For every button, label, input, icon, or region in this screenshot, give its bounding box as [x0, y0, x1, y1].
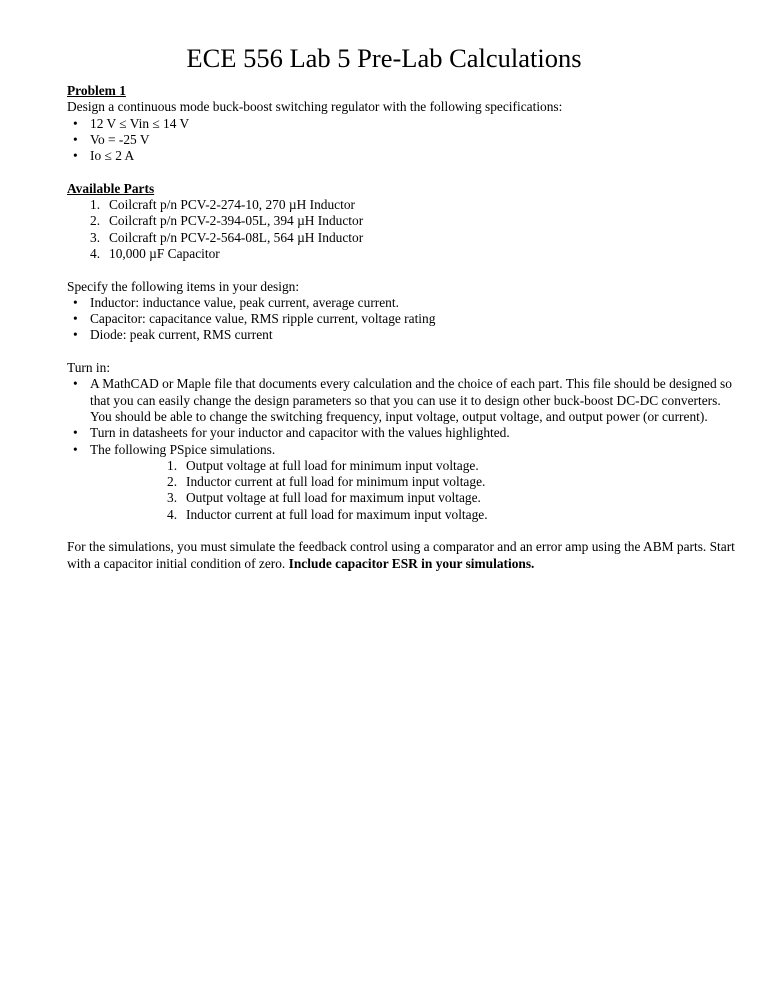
page-title: ECE 556 Lab 5 Pre-Lab Calculations [186, 43, 582, 73]
list-item: 3. Output voltage at full load for maximum input voltage. [167, 490, 481, 506]
list-item: 3. Coilcraft p/n PCV-2-564-08L, 564 µH Inductor [90, 229, 364, 245]
simulation-list [67, 458, 739, 523]
problem-heading: Problem 1 [67, 83, 126, 98]
parts-heading: Available Parts [67, 180, 155, 196]
spec-list [67, 116, 739, 165]
list-item: 2. Coilcraft p/n PCV-2-394-05L, 394 µH Inductor [90, 213, 364, 229]
list-item: • The following PSpice simulations. [67, 442, 739, 458]
list-item: • Inductor: inductance value, peak current, average current. [67, 295, 739, 311]
problem-intro: Design a continuous mode buck-boost switching regulator with the following specifications: [67, 99, 563, 115]
list-item: • Turn in datasheets for your inductor and capacitor with the values highlighted. [67, 425, 739, 441]
list-item: 2. Inductor current at full load for minimum input voltage. [167, 474, 486, 490]
turnin-intro: Turn in: [67, 360, 111, 376]
closing-paragraph: For the simulations, you must simulate the feedback control using a comparator and an error amp using the ABM parts. Start with a capacitor initial condition of zero. Include capacitor ESR in your simulations. [67, 539, 735, 571]
list-item: 4. Inductor current at full load for maximum input voltage. [167, 506, 488, 522]
list-item: • Capacitor: capacitance value, RMS ripple current, voltage rating [67, 311, 739, 327]
document-body [67, 83, 739, 572]
list-item: • Diode: peak current, RMS current [67, 327, 739, 343]
list-item: 1. Output voltage at full load for minimum input voltage. [167, 457, 479, 473]
list-item: • A MathCAD or Maple file that documents every calculation and the choice of each part. This file should be designed so that you can easily change the design parameters so that you can use it to design other buck-boost DC-DC converters. You should be able to change the switching frequency, input voltage, output voltage, and output power (or current). [67, 376, 739, 425]
specify-intro: Specify the following items in your design: [67, 278, 300, 294]
list-item: 1. Coilcraft p/n PCV-2-274-10, 270 µH Inductor [90, 197, 355, 213]
list-item: • Io ≤ 2 A [67, 148, 739, 164]
list-item: 4. 10,000 µF Capacitor [90, 245, 220, 261]
closing-emphasis: Include capacitor ESR in your simulations. [288, 555, 535, 571]
list-item: • Vo = -25 V [67, 132, 739, 148]
list-item: • 12 V ≤ Vin ≤ 14 V [67, 116, 739, 132]
turnin-list [67, 376, 739, 457]
specify-list [67, 295, 739, 344]
parts-list [67, 197, 739, 262]
